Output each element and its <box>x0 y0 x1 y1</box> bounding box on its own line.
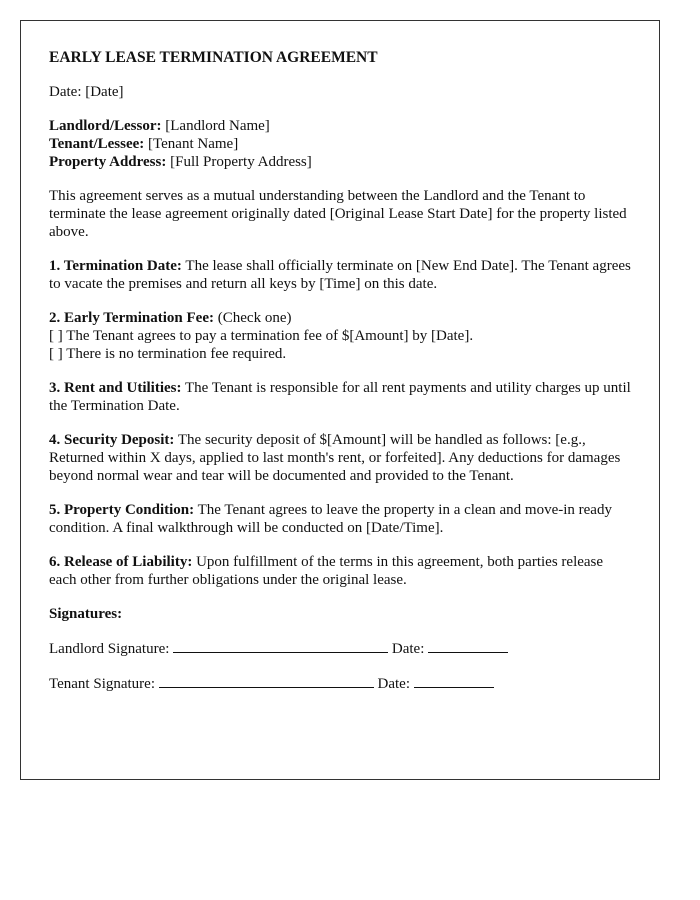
date-line: Date: [Date] <box>49 84 124 100</box>
tenant-date-label: Date: <box>373 676 414 692</box>
fee-option-none: [ ] There is no termination fee required. <box>49 346 287 362</box>
section-heading: 6. Release of Liability: <box>49 554 193 570</box>
landlord-line <box>49 117 633 135</box>
property-label: Property Address: <box>49 154 167 170</box>
document-content <box>49 49 633 709</box>
landlord-label: Landlord/Lessor: <box>49 118 162 134</box>
section-heading: 4. Security Deposit: <box>49 432 175 448</box>
landlord-date-label: Date: <box>388 641 429 657</box>
tenant-date-field[interactable] <box>414 674 494 688</box>
section-text: The security deposit of $[Amount] will be handled as follows: [e.g., Returned within X days, applied to last month's rent, or forfeited]. Any deductions for damages beyond normal wear and tear will be documented and provided to the Tenant. <box>49 432 621 484</box>
intro-paragraph: This agreement serves as a mutual understanding between the Landlord and the Tenant to terminate the lease agreement originally dated [Original Lease Start Date] for the property listed above. <box>49 188 627 240</box>
fee-heading-line <box>49 309 633 327</box>
property-line <box>49 153 633 171</box>
tenant-signature-label: Tenant Signature: <box>49 676 159 692</box>
section-heading: 3. Rent and Utilities: <box>49 380 182 396</box>
landlord-value: [Landlord Name] <box>161 118 270 134</box>
section-early-termination-fee <box>49 309 633 363</box>
section-security-deposit <box>49 431 633 485</box>
section-termination-date <box>49 257 633 293</box>
section-text: (Check one) <box>214 310 292 326</box>
landlord-date-field[interactable] <box>428 639 508 653</box>
landlord-signature-line <box>49 639 633 658</box>
signatures-heading-text: Signatures: <box>49 606 123 622</box>
document-title: EARLY LEASE TERMINATION AGREEMENT <box>49 49 378 66</box>
parties-block <box>49 117 633 171</box>
section-rent-utilities <box>49 379 633 415</box>
section-heading: 2. Early Termination Fee: <box>49 310 214 326</box>
tenant-signature-line <box>49 674 633 693</box>
property-value: [Full Property Address] <box>166 154 312 170</box>
tenant-value: [Tenant Name] <box>144 136 239 152</box>
tenant-signature-field[interactable] <box>159 674 374 688</box>
section-heading: 5. Property Condition: <box>49 502 195 518</box>
section-release-liability <box>49 553 633 589</box>
section-text: The lease shall officially terminate on [New End Date]. The Tenant agrees to vacate the premises and return all keys by [Time] on this date. <box>49 258 631 292</box>
signatures-heading <box>49 605 633 623</box>
landlord-signature-label: Landlord Signature: <box>49 641 174 657</box>
section-property-condition <box>49 501 633 537</box>
section-text: The Tenant agrees to leave the property in a clean and move-in ready condition. A final walkthrough will be conducted on [Date/Time]. <box>49 502 612 536</box>
landlord-signature-field[interactable] <box>173 639 388 653</box>
section-heading: 1. Termination Date: <box>49 258 182 274</box>
section-text: Upon fulfillment of the terms in this agreement, both parties release each other from further obligations under the original lease. <box>49 554 604 588</box>
tenant-line <box>49 135 633 153</box>
section-text: The Tenant is responsible for all rent payments and utility charges up until the Termination Date. <box>49 380 631 414</box>
tenant-label: Tenant/Lessee: <box>49 136 145 152</box>
document-page <box>20 20 660 780</box>
fee-option-pay: [ ] The Tenant agrees to pay a termination fee of $[Amount] by [Date]. <box>49 328 474 344</box>
